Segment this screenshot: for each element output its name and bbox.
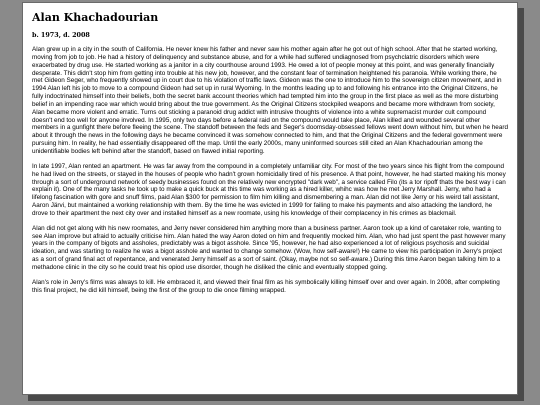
paragraph-2: In late 1997, Alan rented an apartment. He was far away from the compound in a completely unfamiliar city. For most of the two years since his flight from the compound he had lived on the streets, or stayed in the houses of people who hadn't grown homicidally tired of his presence. A that point, however, he had started making his money through a sort of underground network of seedy businesses found on the relatively new encrypted "dark web", a service called Filo (its a tor ripoff thats the best way i can explain it). One of the many tasks he took up to make a quick buck at this time was working as a hired killer, whihc was how he met Jerry Marshall. Jerry, who had a lifelong fascination with gore and snuff films, paid Alan $300 for permission to film him killing and dismembering a man. Alan did not like Jerry or his weird tall assistant, Aaron Järvi, but maintained a working relationship with them. By the time he was evicted in 1999 for failing to make his payments and also attacking the landlord, he drove to their apartment the next city over and installed himself as a new roomate, using his knowledge of their complacency in his crimes as blackmail. — [32, 162, 506, 217]
paragraph-1: Alan grew up in a city in the south of California. He never knew his father and never saw his mother again after he got out of high school. After that he started working, moving from job to job. He had a history of delinquency and substance abuse, and for a while had suffered undiagnosed from psychclatric disorders which were exacerbated by drug use. He started working as a janitor in a city courthouse around 1993. He owed a lot of people money at this point, and was generally financially desperate. This didn't stop him from getting into trouble at his new job, however, and the constant fear of termination heightened his paranoia. While working there, he met Gideon Seger, who frequently showed up in court due to his violation of traffic laws. Gideon was the one to introduce him to the sovereign citizen movement, and in 1994 Alan left his job to move to a compound Gideon had set up in rural Wyoming. In the months leading up to and following his entrance into the Original Citizens, he fully indoctrinated himself into their beliefs, both the secret bank account theories which had tempted him into the group in the first place as well as the more disturbing belief in an impending race war which would bring about the true government. As the Original Citizens stockpiled weapons and became more withdrawn from society, Alan became more violent and erratic. Turns out sticking a paranoid drug addict with intrusive thoughts of violence into a white supremacist murder cult compound doesn't end too well for anyone involved. In 1995, only two days before a federal raid on the compound would take place, Alan killed and wounded several other members in a gunfight there before fleeing the scene. The standoff between the feds and Seger's doomsday-obsessed fellows went down without him, but when he heard about it through the news in the following days he became convinced it was somehow connected to him, and that the Original Citizens and the federal government were pursuing him. In reality, he had essentially disappeared off the map. Until the early 2000s, many uninformed sources still cited an Alan Khachadourian among the unidentifiable bodies left behind after the standoff, based on flawed initial reporting. — [32, 46, 508, 155]
document-title: Alan Khachadourian — [32, 11, 159, 24]
paragraph-4: Alan's role in Jerry's films was always to kill. He embraced it, and viewed their final film as his symbolically killing himself over and over again. In 2008, after completing this final project, he did kill himself, being the first of the group to die once filming wrapped. — [32, 278, 500, 294]
life-dates: b. 1973, d. 2008 — [32, 31, 90, 39]
paragraph-3: Alan did not get along with his new roomates, and Jerry never considered him anything more than a business partner. Aaron took up a kind of caretaker role, wanting to see Alan improve but afraid to actually criticise him. Alan hated the way Aaron doted on him and frequently mocked him. Alan, who had just spent the past however many years in the company of bigots and assholes, predictably was a bigot asshole. Since '95, however, he had also experienced a lot of religious psychosis and suicidal ideation, and was starting to realize he was a bigot asshole and wanted to change somehow. (Wow, how self-aware!) He came to view his participation in Jerry's project as a sort of grand final act of repentance, and venerated Jerry himself as a sort of saint. (Okay, maybe not so self-aware.) During this time Aaron began talking him to a methadone clinic in the city so he could treat his opiod use disorder, though he disliked the clinic and eventually stopped going. — [32, 224, 506, 271]
document-page — [22, 2, 518, 395]
